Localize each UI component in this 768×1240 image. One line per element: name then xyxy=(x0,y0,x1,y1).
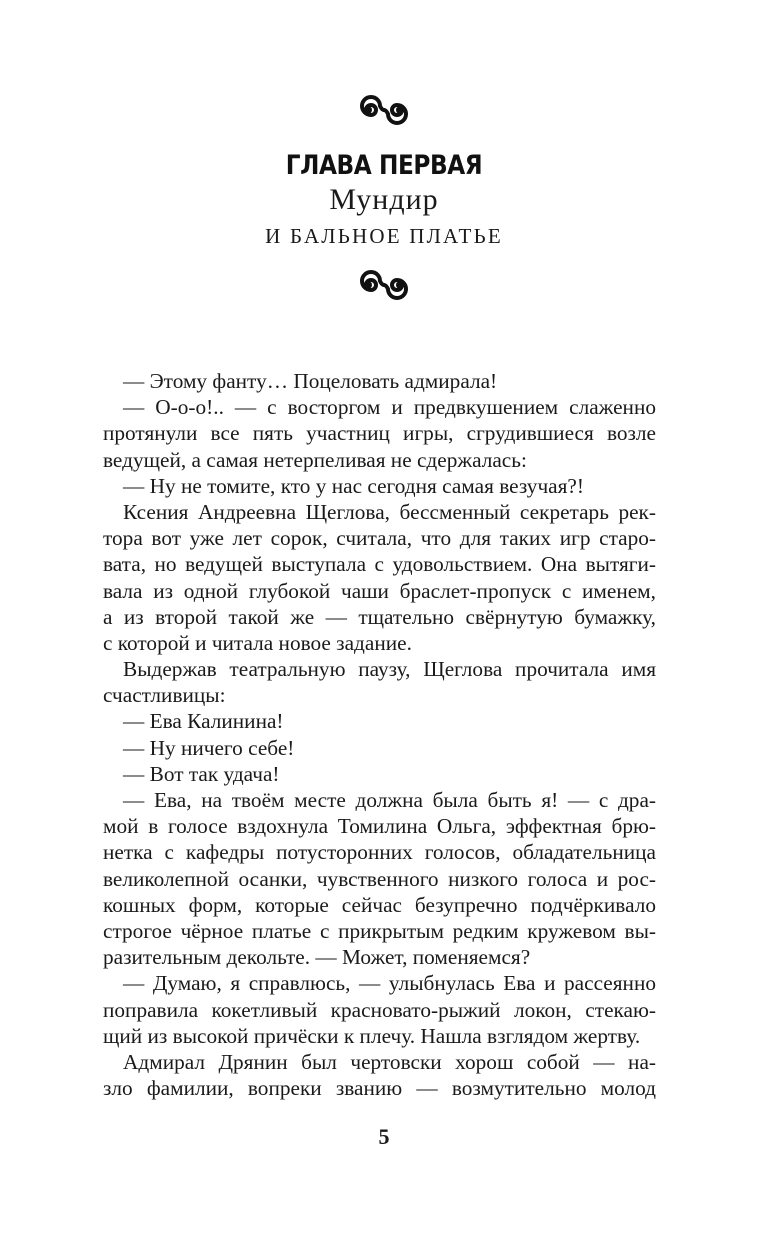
text-line: зло фамилии, вопреки званию — возмутительно молод xyxy=(103,1076,656,1101)
text-line: — Вот так удача! xyxy=(123,761,280,786)
text-line: Адмирал Дрянин был чертовски хорош собой — на- xyxy=(123,1049,656,1074)
chapter-title: Мундир xyxy=(329,183,439,216)
text-line: тора вот уже лет сорок, считала, что для таких игр старо- xyxy=(103,526,656,551)
spiral-ornament-icon xyxy=(348,268,420,302)
text-line: — Ну ничего себе! xyxy=(123,735,295,760)
text-line: Выдержав театральную паузу, Щеглова прочитала имя xyxy=(123,657,656,682)
body-text xyxy=(103,368,656,1101)
text-line: протянули все пять участниц игры, сгрудившиеся возле xyxy=(103,421,656,446)
text-line: счастливицы: xyxy=(103,683,226,708)
text-line: — Думаю, я справлюсь, — улыбнулась Ева и рассеянно xyxy=(123,971,656,996)
text-line: — Ну не томите, кто у нас сегодня самая везучая?! xyxy=(123,473,584,498)
text-line: мой в голосе вздохнула Томилина Ольга, эффектная брю- xyxy=(103,814,656,839)
chapter-label: ГЛАВА ПЕРВАЯ xyxy=(285,150,483,181)
text-line: ведущей, а самая нетерпеливая не сдержалась: xyxy=(103,447,527,472)
text-line: нетка с кафедры потусторонних голосов, обладательница xyxy=(103,840,656,865)
text-line: поправила кокетливый красновато-рыжий локон, стекаю- xyxy=(103,997,656,1022)
text-line: строгое чёрное платье с прикрытым редким кружевом вы- xyxy=(103,918,656,943)
text-line: кошных форм, которые сейчас безупречно подчёркивало xyxy=(103,892,656,917)
text-line: — Ева, на твоём месте должна была быть я! — с дра- xyxy=(123,788,656,812)
chapter-subtitle: И БАЛЬНОЕ ПЛАТЬЕ xyxy=(265,224,503,248)
text-line: — Ева Калинина! xyxy=(123,709,284,734)
spiral-ornament-icon xyxy=(348,93,420,127)
text-line: — О-о-о!.. — с восторгом и предвкушением слаженно xyxy=(123,395,656,420)
text-line: — Этому фанту… Поцеловать адмирала! xyxy=(123,369,498,393)
page-number: 5 xyxy=(378,1124,390,1149)
text-line: с которой и читала новое задание. xyxy=(103,630,412,655)
text-line: разительным декольте. — Может, поменяемся? xyxy=(103,945,531,970)
text-line: великолепной осанки, чувственного низкого голоса и рос- xyxy=(103,866,656,891)
text-line: вата, но ведущей выступала с удовольствием. Она вытяги- xyxy=(103,552,656,577)
text-line: вала из одной глубокой чаши браслет-пропуск с именем, xyxy=(103,578,656,603)
text-line: Ксения Андреевна Щеглова, бессменный секретарь рек- xyxy=(123,499,656,524)
text-line: а из второй такой же — тщательно свёрнутую бумажку, xyxy=(103,604,656,629)
text-line: щий из высокой причёски к плечу. Нашла взглядом жертву. xyxy=(103,1023,641,1048)
